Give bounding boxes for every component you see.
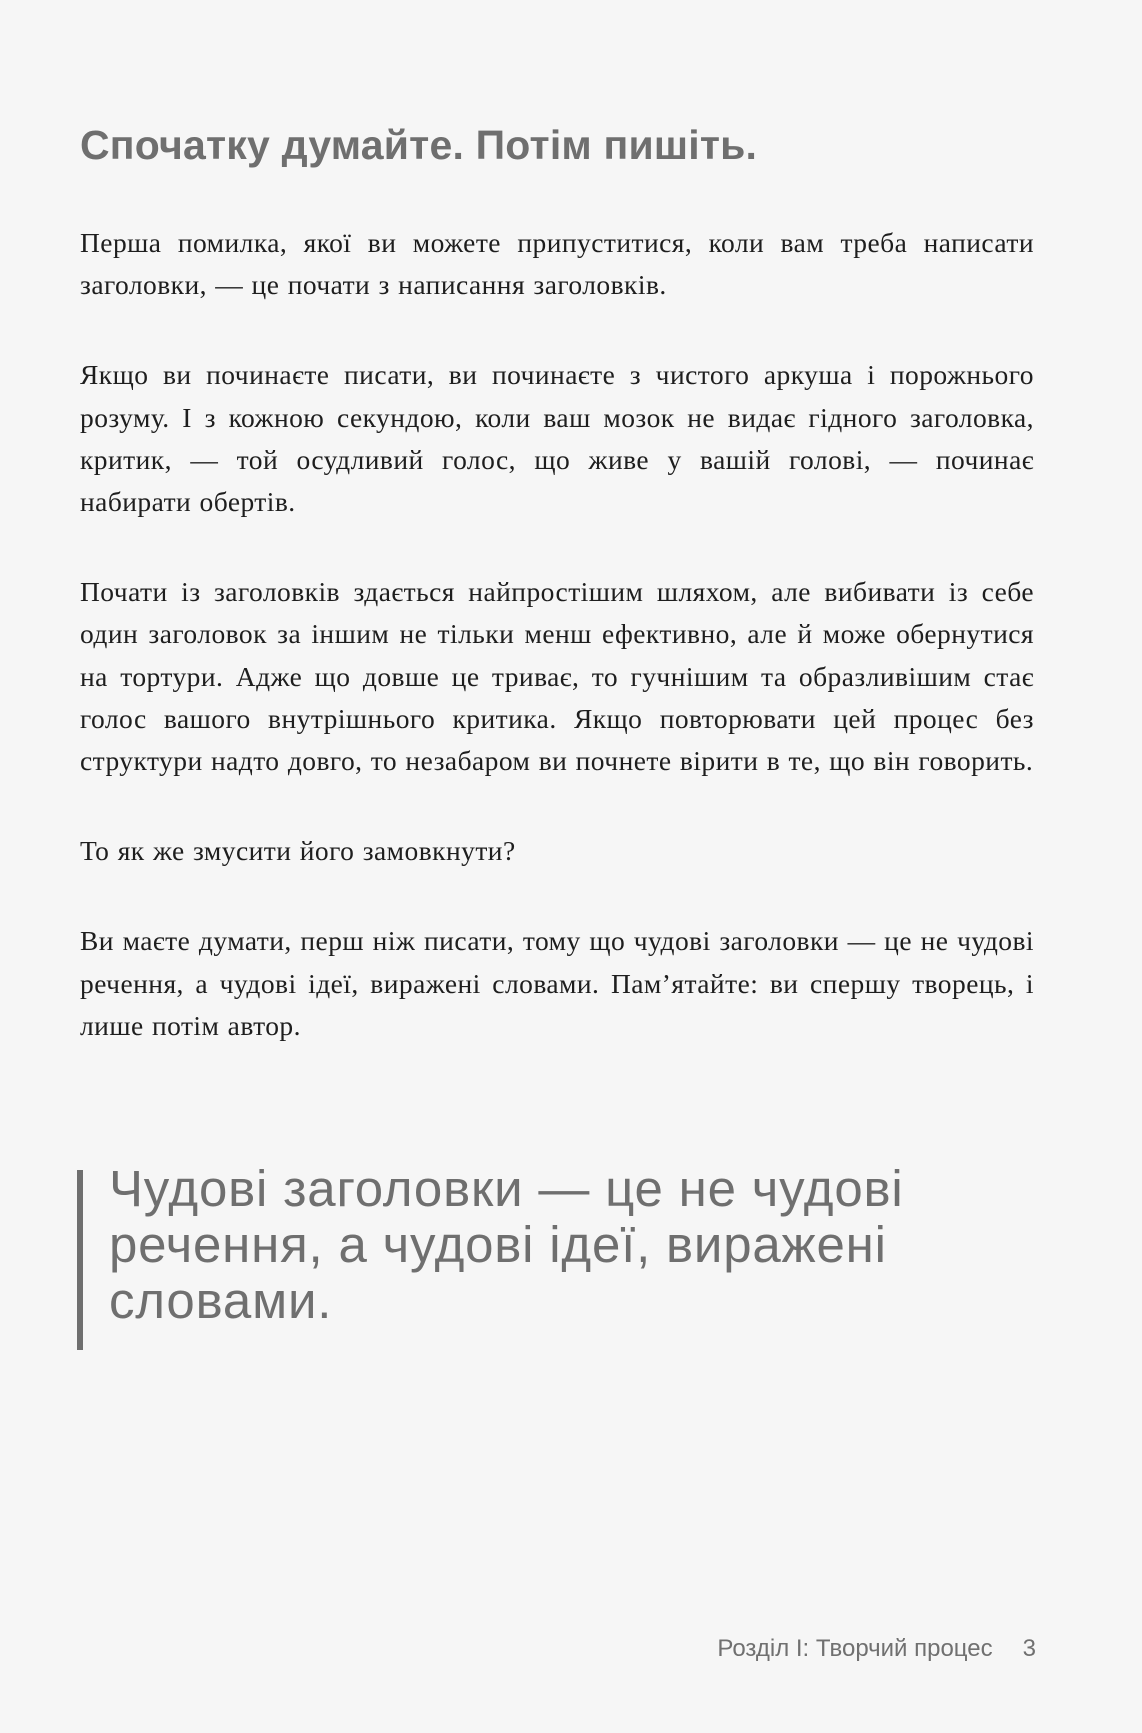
paragraph: Якщо ви починаєте писати, ви починаєте з чистого аркуша і порожнього розуму. І з кожною секундою, коли ваш мозок не видає гідного заголовка, критик, — той осудливий голос, що живе у вашій голові, — починає набирати обертів. xyxy=(80,359,1034,518)
pull-quote xyxy=(77,1160,1037,1350)
paragraph: То як же змусити його замовкнути? xyxy=(80,835,516,867)
body-text xyxy=(80,222,1034,1095)
page-footer xyxy=(717,1633,1036,1665)
pull-quote-text: Чудові заголовки — це не чудові речення, а чудові ідеї, виражені словами. xyxy=(109,1160,904,1329)
paragraph: Почати із заголовків здається найпростішим шляхом, але вибивати із себе один заголовок за іншим не тільки менш ефективно, але й може обернутися на тортури. Адже що довше це триває, то гучнішим та образливішим стає голос вашого внутрішнього критика. Якщо повторювати цей процес без структури надто довго, то незабаром ви почнете вірити в те, що він говорить. xyxy=(80,576,1034,777)
chapter-title: Розділ І: Творчий процес xyxy=(717,1635,993,1662)
page-number: 3 xyxy=(1022,1635,1036,1662)
paragraph: Ви маєте думати, перш ніж писати, тому що чудові заголовки — це не чудові речення, а чудові ідеї, виражені словами. Пам’ятайте: ви спершу творець, і лише потім автор. xyxy=(80,925,1034,1041)
paragraph: Перша помилка, якої ви можете припуститися, коли вам треба написати заголовки, — це почати з написання заголовків. xyxy=(80,227,1034,301)
section-heading: Спочатку думайте. Потім пишіть. xyxy=(80,122,758,168)
